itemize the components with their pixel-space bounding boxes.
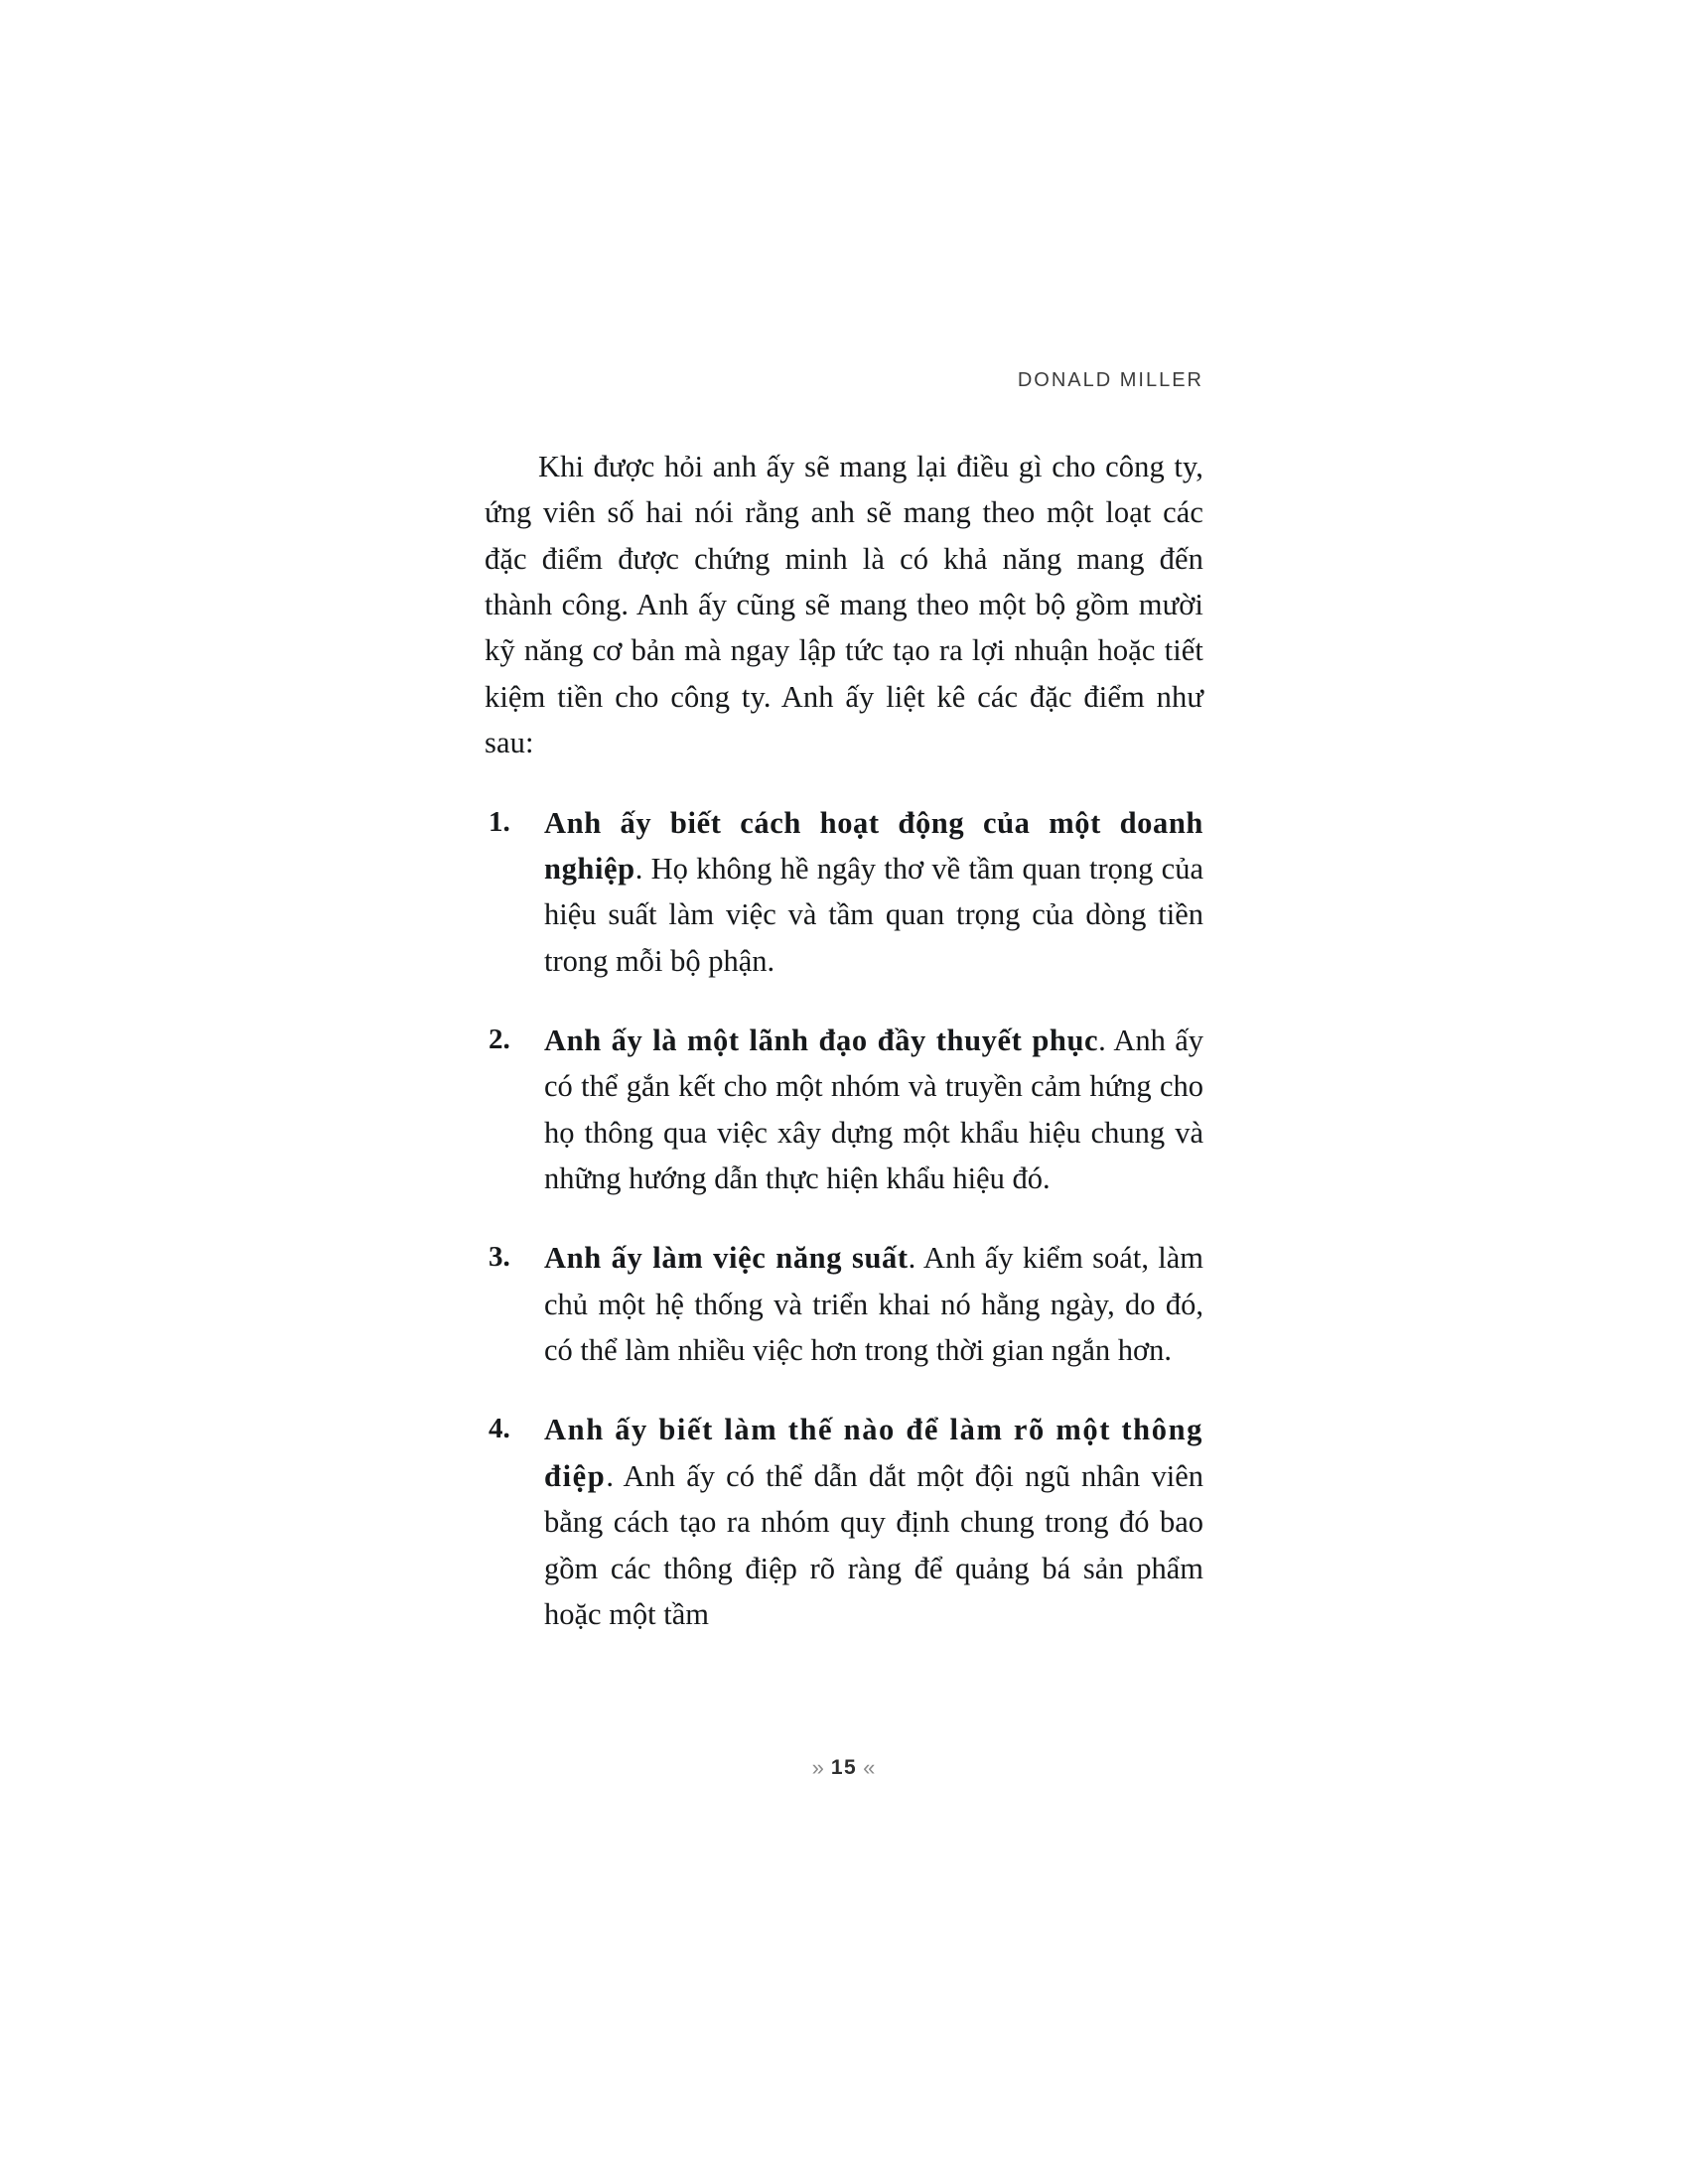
list-item-lead: Anh ấy biết cách hoạt động của một doanh nghiệp xyxy=(544,805,1203,886)
list-item-lead: Anh ấy biết làm thế nào để làm rõ một thông điệp xyxy=(544,1413,1203,1493)
list-item-text: . Anh ấy có thể gắn kết cho một nhóm và truyền cảm hứng cho họ thông qua việc xây dựng một khẩu hiệu chung và những hướng dẫn thực hiện khẩu hiệu đó. xyxy=(544,1023,1203,1196)
list-item-text: . Anh ấy có thể dẫn dắt một đội ngũ nhân viên bằng cách tạo ra nhóm quy định chung trong đó bao gồm các thông điệp rõ ràng để quảng bá sản phẩm hoặc một tầm xyxy=(544,1458,1203,1631)
text-column xyxy=(485,369,1203,1637)
list-item-number: 3. xyxy=(489,1241,510,1274)
list-item-number: 4. xyxy=(489,1413,510,1445)
list-item xyxy=(485,1018,1203,1201)
body-paragraph: Khi được hỏi anh ấy sẽ mang lại điều gì cho công ty, ứng viên số hai nói rằng anh sẽ mang theo một loạt các đặc điểm được chứng minh là có khả năng mang đến thành công. Anh ấy cũng sẽ mang theo một bộ gồm mười kỹ năng cơ bản mà ngay lập tức tạo ra lợi nhuận hoặc tiết kiệm tiền cho công ty. Anh ấy liệt kê các đặc điểm như sau: xyxy=(485,450,1203,760)
list-item-number: 1. xyxy=(489,805,510,838)
list-item xyxy=(485,1407,1203,1637)
numbered-list xyxy=(485,800,1203,1638)
list-item-text: . Họ không hề ngây thơ về tầm quan trọng của hiệu suất làm việc và tầm quan trọng của dòng tiền trong mỗi bộ phận. xyxy=(544,851,1203,978)
list-item-lead: Anh ấy là một lãnh đạo đầy thuyết phục xyxy=(544,1023,1099,1057)
list-item-number: 2. xyxy=(489,1023,510,1055)
running-head: DONALD MILLER xyxy=(1017,369,1203,391)
list-item xyxy=(485,1235,1203,1373)
list-item xyxy=(485,800,1203,984)
list-item-text: . Anh ấy kiểm soát, làm chủ một hệ thống và triển khai nó hằng ngày, do đó, có thể làm nhiều việc hơn trong thời gian ngắn hơn. xyxy=(544,1241,1203,1368)
page-number: 15 xyxy=(830,1756,858,1779)
ornament-right-icon: « xyxy=(863,1755,877,1780)
ornament-left-icon: » xyxy=(811,1755,825,1780)
page-folio xyxy=(0,1754,1688,1780)
list-item-lead: Anh ấy làm việc năng suất xyxy=(544,1241,909,1276)
